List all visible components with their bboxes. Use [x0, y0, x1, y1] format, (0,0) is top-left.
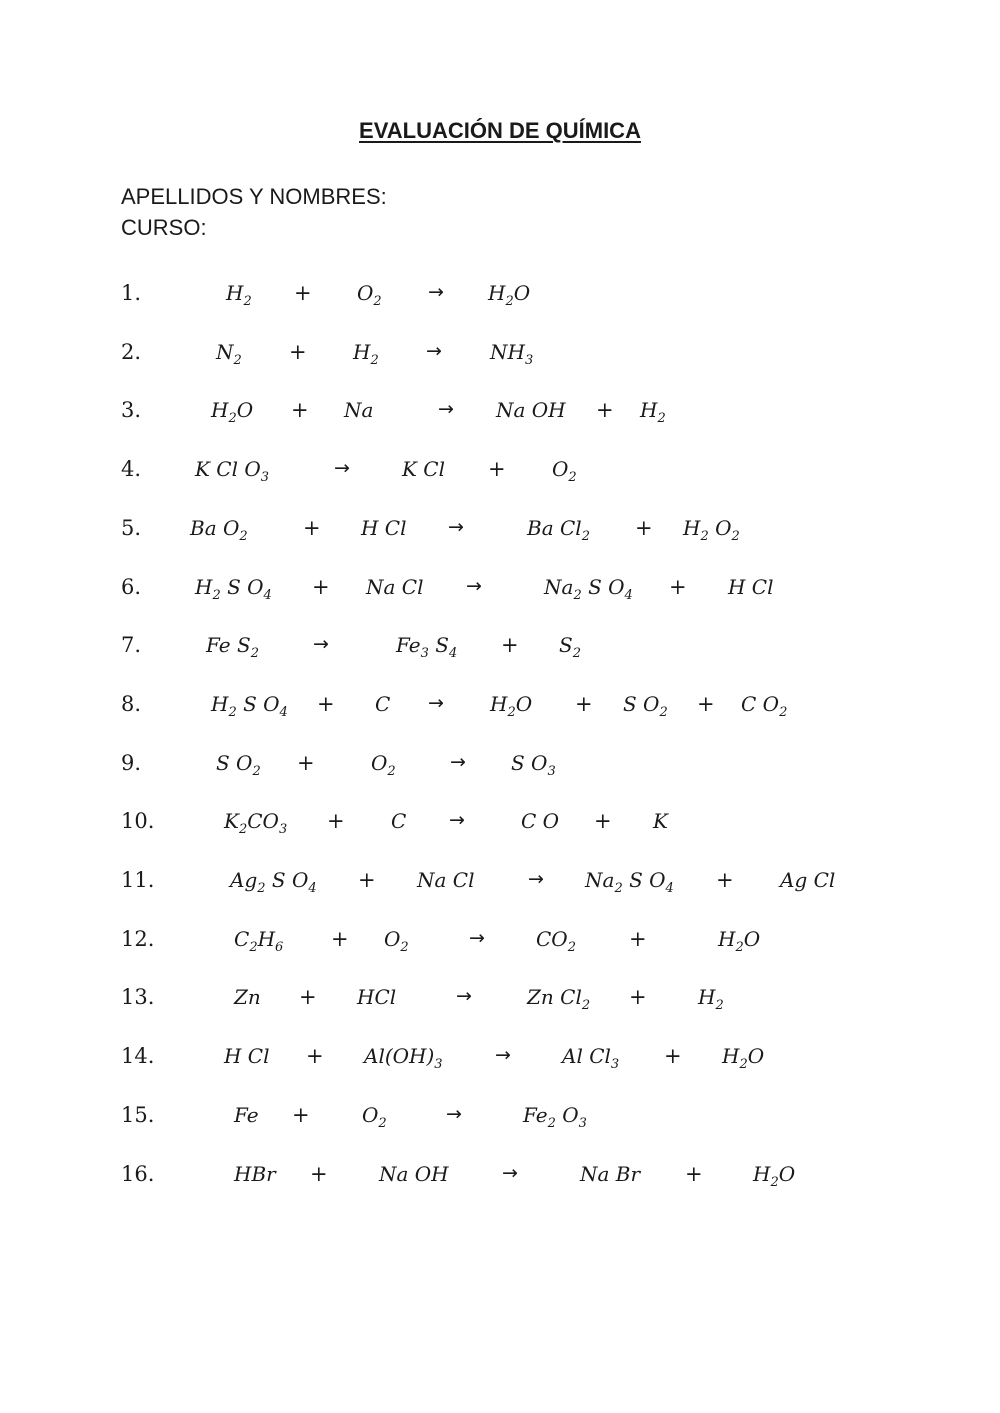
- plus-sign: +: [594, 809, 612, 833]
- subscript: 3: [578, 1116, 587, 1131]
- subscript: 4: [263, 588, 272, 603]
- chemical-formula: Na Br: [580, 1162, 641, 1186]
- chemical-formula: $H_2O$: [722, 1044, 765, 1072]
- subscript: 2: [779, 705, 788, 720]
- equation-number: 15.: [121, 1103, 155, 1127]
- subscript: 2: [657, 411, 666, 426]
- subscript: 3: [420, 646, 429, 661]
- chemical-formula: $H_2$: [226, 281, 252, 309]
- reaction-arrow-icon: →: [334, 457, 350, 479]
- subscript: 3: [524, 353, 534, 368]
- reaction-arrow-icon: →: [438, 398, 454, 420]
- plus-sign: +: [327, 809, 345, 833]
- subscript: 2: [739, 1057, 748, 1072]
- subscript: 2: [581, 529, 590, 544]
- chemical-formula: Ba $O_2$: [190, 516, 248, 544]
- chemical-formula: $O_2$: [384, 927, 409, 955]
- plus-sign: +: [664, 1044, 682, 1068]
- chemical-formula: HCl: [357, 985, 397, 1009]
- chemical-formula: HBr: [234, 1162, 276, 1186]
- subscript: 4: [624, 588, 633, 603]
- equation-row: [0, 1103, 1000, 1143]
- chemical-formula: C $O_2$: [741, 692, 788, 720]
- subscript: 2: [735, 940, 744, 955]
- chemical-formula: Na Cl: [417, 868, 475, 892]
- reaction-arrow-icon: →: [313, 633, 329, 655]
- chemical-formula: $N_2$: [216, 340, 242, 368]
- equation-number: 14.: [121, 1044, 155, 1068]
- chemical-formula: Na OH: [496, 398, 566, 422]
- equation-row: [0, 281, 1000, 321]
- subscript: 2: [228, 705, 237, 720]
- equation-row: [0, 457, 1000, 497]
- reaction-arrow-icon: →: [456, 985, 472, 1007]
- chemical-formula: K: [653, 809, 668, 833]
- subscript: 2: [715, 998, 724, 1013]
- equation-row: [0, 1044, 1000, 1084]
- chemical-formula: $NH_3$: [490, 340, 534, 368]
- plus-sign: +: [629, 927, 647, 951]
- equation-number: 9.: [121, 751, 142, 775]
- equation-number: 7.: [121, 633, 142, 657]
- plus-sign: +: [297, 751, 315, 775]
- subscript: 2: [233, 353, 242, 368]
- plus-sign: +: [303, 516, 321, 540]
- names-label: APELLIDOS Y NOMBRES:: [121, 184, 387, 209]
- subscript: 2: [400, 940, 409, 955]
- plus-sign: +: [716, 868, 734, 892]
- plus-sign: +: [310, 1162, 328, 1186]
- subscript: 2: [249, 940, 258, 955]
- chemical-formula: K Cl $O_3$: [195, 457, 270, 485]
- plus-sign: +: [685, 1162, 703, 1186]
- chemical-formula: Ag Cl: [780, 868, 836, 892]
- reaction-arrow-icon: →: [446, 1103, 462, 1125]
- subscript: 2: [572, 646, 581, 661]
- chemical-formula: $H_2$ S $O_4$: [195, 575, 272, 603]
- plus-sign: +: [501, 633, 519, 657]
- equation-number: 10.: [121, 809, 155, 833]
- chemical-formula: Zn $Cl_2$: [527, 985, 591, 1013]
- reaction-arrow-icon: →: [466, 575, 482, 597]
- equation-number: 13.: [121, 985, 155, 1009]
- chemical-formula: $H_2$: [698, 985, 724, 1013]
- plus-sign: +: [294, 281, 312, 305]
- subscript: 2: [238, 822, 248, 837]
- chemical-formula: K Cl: [402, 457, 445, 481]
- equation-row: [0, 633, 1000, 673]
- equation-row: [0, 751, 1000, 791]
- chemical-formula: $H_2$ $O_2$: [683, 516, 740, 544]
- chemical-formula: S $O_2$: [623, 692, 668, 720]
- plus-sign: +: [291, 398, 309, 422]
- chemical-formula: $Ag_2$ S $O_4$: [230, 868, 317, 896]
- reaction-arrow-icon: →: [426, 340, 442, 362]
- plus-sign: +: [488, 457, 506, 481]
- chemical-formula: $H_2O$: [488, 281, 531, 309]
- subscript: 2: [567, 940, 576, 955]
- chemical-formula: $H_2O$: [718, 927, 761, 955]
- subscript: 2: [731, 529, 740, 544]
- equation-row: [0, 575, 1000, 615]
- equation-row: [0, 927, 1000, 967]
- equation-row: [0, 398, 1000, 438]
- subscript: 2: [252, 764, 261, 779]
- subscript: 2: [228, 411, 237, 426]
- equation-row: [0, 516, 1000, 556]
- page-title: EVALUACIÓN DE QUÍMICA: [359, 118, 641, 143]
- reaction-arrow-icon: →: [450, 751, 466, 773]
- chemical-formula: Al $Cl_3$: [562, 1044, 620, 1072]
- plus-sign: +: [299, 985, 317, 1009]
- subscript: 4: [308, 881, 317, 896]
- subscript: 2: [573, 588, 582, 603]
- equation-number: 1.: [121, 281, 142, 305]
- plus-sign: +: [669, 575, 687, 599]
- subscript: 2: [373, 294, 382, 309]
- equation-row: [0, 692, 1000, 732]
- equation-row: [0, 985, 1000, 1025]
- chemical-formula: $O_2$: [362, 1103, 387, 1131]
- plus-sign: +: [289, 340, 307, 364]
- chemical-formula: $H_2O$: [490, 692, 533, 720]
- plus-sign: +: [697, 692, 715, 716]
- equation-number: 16.: [121, 1162, 155, 1186]
- chemical-formula: $O_2$: [357, 281, 382, 309]
- subscript: 2: [212, 588, 221, 603]
- plus-sign: +: [312, 575, 330, 599]
- chemical-formula: C: [375, 692, 391, 716]
- chemical-formula: $H_2$: [353, 340, 379, 368]
- chemical-formula: H Cl: [224, 1044, 270, 1068]
- reaction-arrow-icon: →: [528, 868, 544, 890]
- subscript: 3: [260, 470, 270, 485]
- chemical-formula: $H_2O$: [753, 1162, 796, 1190]
- equation-number: 3.: [121, 398, 142, 422]
- reaction-arrow-icon: →: [428, 281, 444, 303]
- equation-number: 11.: [121, 868, 155, 892]
- chemical-formula: $S_2$: [559, 633, 581, 661]
- subscript: 2: [614, 881, 623, 896]
- reaction-arrow-icon: →: [469, 927, 485, 949]
- plus-sign: +: [596, 398, 614, 422]
- equation-number: 5.: [121, 516, 142, 540]
- equation-number: 2.: [121, 340, 142, 364]
- subscript: 3: [434, 1057, 443, 1072]
- subscript: 2: [659, 705, 668, 720]
- equation-number: 12.: [121, 927, 155, 951]
- subscript: 2: [239, 529, 248, 544]
- plus-sign: +: [629, 985, 647, 1009]
- chemical-formula: $H_2$: [640, 398, 666, 426]
- chemical-formula: Na: [344, 398, 374, 422]
- reaction-arrow-icon: →: [448, 516, 464, 538]
- subscript: 2: [257, 881, 266, 896]
- chemical-formula: $H_2$ S $O_4$: [211, 692, 288, 720]
- chemical-formula: S $O_2$: [216, 751, 261, 779]
- subscript: 2: [581, 998, 591, 1013]
- course-label: CURSO:: [121, 215, 207, 240]
- chemical-formula: $K_2CO_3$: [224, 809, 288, 837]
- subscript: 3: [278, 822, 288, 837]
- reaction-arrow-icon: →: [449, 809, 465, 831]
- chemical-formula: Fe $S_2$: [206, 633, 259, 661]
- chemical-formula: H Cl: [361, 516, 407, 540]
- equation-number: 4.: [121, 457, 142, 481]
- subscript: 2: [547, 1116, 556, 1131]
- subscript: 2: [370, 353, 379, 368]
- chemical-formula: $H_2O$: [211, 398, 254, 426]
- subscript: 4: [665, 881, 674, 896]
- plus-sign: +: [317, 692, 335, 716]
- subscript: 4: [448, 646, 458, 661]
- equation-number: 8.: [121, 692, 142, 716]
- subscript: 2: [243, 294, 252, 309]
- plus-sign: +: [331, 927, 349, 951]
- equation-row: [0, 809, 1000, 849]
- plus-sign: +: [575, 692, 593, 716]
- subscript: 2: [700, 529, 709, 544]
- chemical-formula: S $O_3$: [511, 751, 556, 779]
- equation-row: [0, 1162, 1000, 1202]
- chemical-formula: $Fe_2$ $O_3$: [523, 1103, 587, 1131]
- chemical-formula: Zn: [234, 985, 261, 1009]
- chemical-formula: Ba $Cl_2$: [527, 516, 590, 544]
- chemical-formula: $O_2$: [371, 751, 396, 779]
- plus-sign: +: [306, 1044, 324, 1068]
- chemical-formula: H Cl: [728, 575, 774, 599]
- subscript: 3: [610, 1057, 620, 1072]
- chemical-formula: $CO_2$: [536, 927, 576, 955]
- plus-sign: +: [292, 1103, 310, 1127]
- subscript: 2: [568, 470, 577, 485]
- plus-sign: +: [358, 868, 376, 892]
- chemical-formula: $Na_2$ S $O_4$: [585, 868, 674, 896]
- chemical-formula: Na OH: [379, 1162, 449, 1186]
- equation-row: [0, 340, 1000, 380]
- subscript: 2: [387, 764, 396, 779]
- chemical-formula: $Na_2$ S $O_4$: [544, 575, 633, 603]
- reaction-arrow-icon: →: [495, 1044, 511, 1066]
- chemical-formula: $O_2$: [552, 457, 577, 485]
- chemical-formula: $C_2H_6$: [234, 927, 284, 955]
- equation-number: 6.: [121, 575, 142, 599]
- chemical-formula: $Fe_3$ $S_4$: [396, 633, 458, 661]
- reaction-arrow-icon: →: [428, 692, 444, 714]
- equation-row: [0, 868, 1000, 908]
- chemical-formula: Fe: [234, 1103, 259, 1127]
- plus-sign: +: [635, 516, 653, 540]
- chemical-formula: $Al(OH)_3$: [364, 1044, 443, 1072]
- chemical-formula: C O: [521, 809, 560, 833]
- subscript: 3: [547, 764, 556, 779]
- subscript: 2: [770, 1175, 779, 1190]
- subscript: 2: [378, 1116, 387, 1131]
- reaction-arrow-icon: →: [502, 1162, 518, 1184]
- subscript: 2: [250, 646, 259, 661]
- subscript: 2: [505, 294, 514, 309]
- chemical-formula: C: [391, 809, 407, 833]
- subscript: 4: [279, 705, 288, 720]
- subscript: 2: [507, 705, 516, 720]
- chemical-formula: Na Cl: [366, 575, 424, 599]
- subscript: 6: [275, 940, 284, 955]
